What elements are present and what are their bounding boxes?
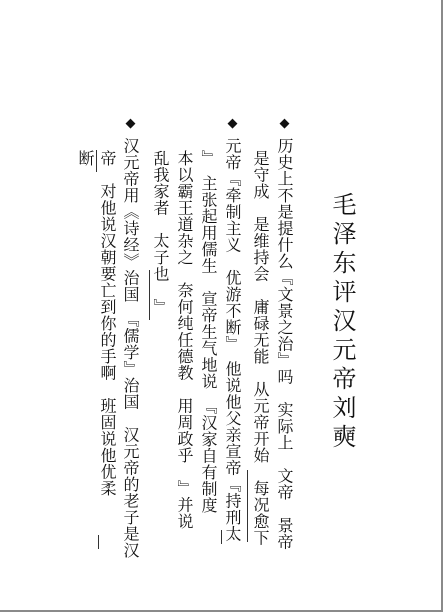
column-text: 汉元帝用《诗经》治国 『儒学』治国 汉元帝的老子是汉: [121, 137, 140, 559]
column-rule: [149, 270, 150, 320]
column-text: 』 主张起用儒生 宣帝生气地说 『汉家自有制度: [199, 150, 218, 514]
text-column-2: [252, 150, 268, 546]
column-text: 帝 对他说汉朝要亡到你的手啊 班固说他优柔: [98, 150, 117, 497]
column-rule: [247, 470, 248, 542]
bullet-icon: ◆: [123, 116, 138, 132]
text-column-9: [77, 150, 93, 167]
column-text: 本以霸王道杂之 奈何纯任德教 用周政乎 』并说: [175, 150, 194, 530]
bullet-icon: ◆: [225, 116, 240, 132]
text-column-6: [152, 150, 168, 315]
column-text: 是守成 是维持会 庸碌无能 从元帝开始 每况愈下: [251, 150, 270, 546]
text-column-8: [99, 150, 115, 497]
column-text: 元帝『牵制主义 优游不断』 他说他父亲宣帝『持刑太: [223, 137, 242, 542]
text-column-4: [200, 150, 216, 514]
column-rule: [98, 535, 99, 549]
text-column-5: [176, 150, 192, 530]
column-rule: [221, 530, 222, 544]
column-text: 乱我家者 太子也 』: [151, 150, 170, 315]
page-title: 毛泽东评汉元帝刘奭: [328, 192, 356, 453]
text-column-1: [276, 116, 292, 550]
text-column-3: [224, 116, 240, 542]
column-text: 历史上不是提什么『文景之治』吗 实际上 文帝 景帝: [275, 137, 294, 550]
column-text: 断: [76, 150, 95, 167]
bullet-icon: ◆: [277, 116, 292, 132]
text-column-7: [122, 116, 138, 559]
column-rule: [96, 150, 97, 172]
